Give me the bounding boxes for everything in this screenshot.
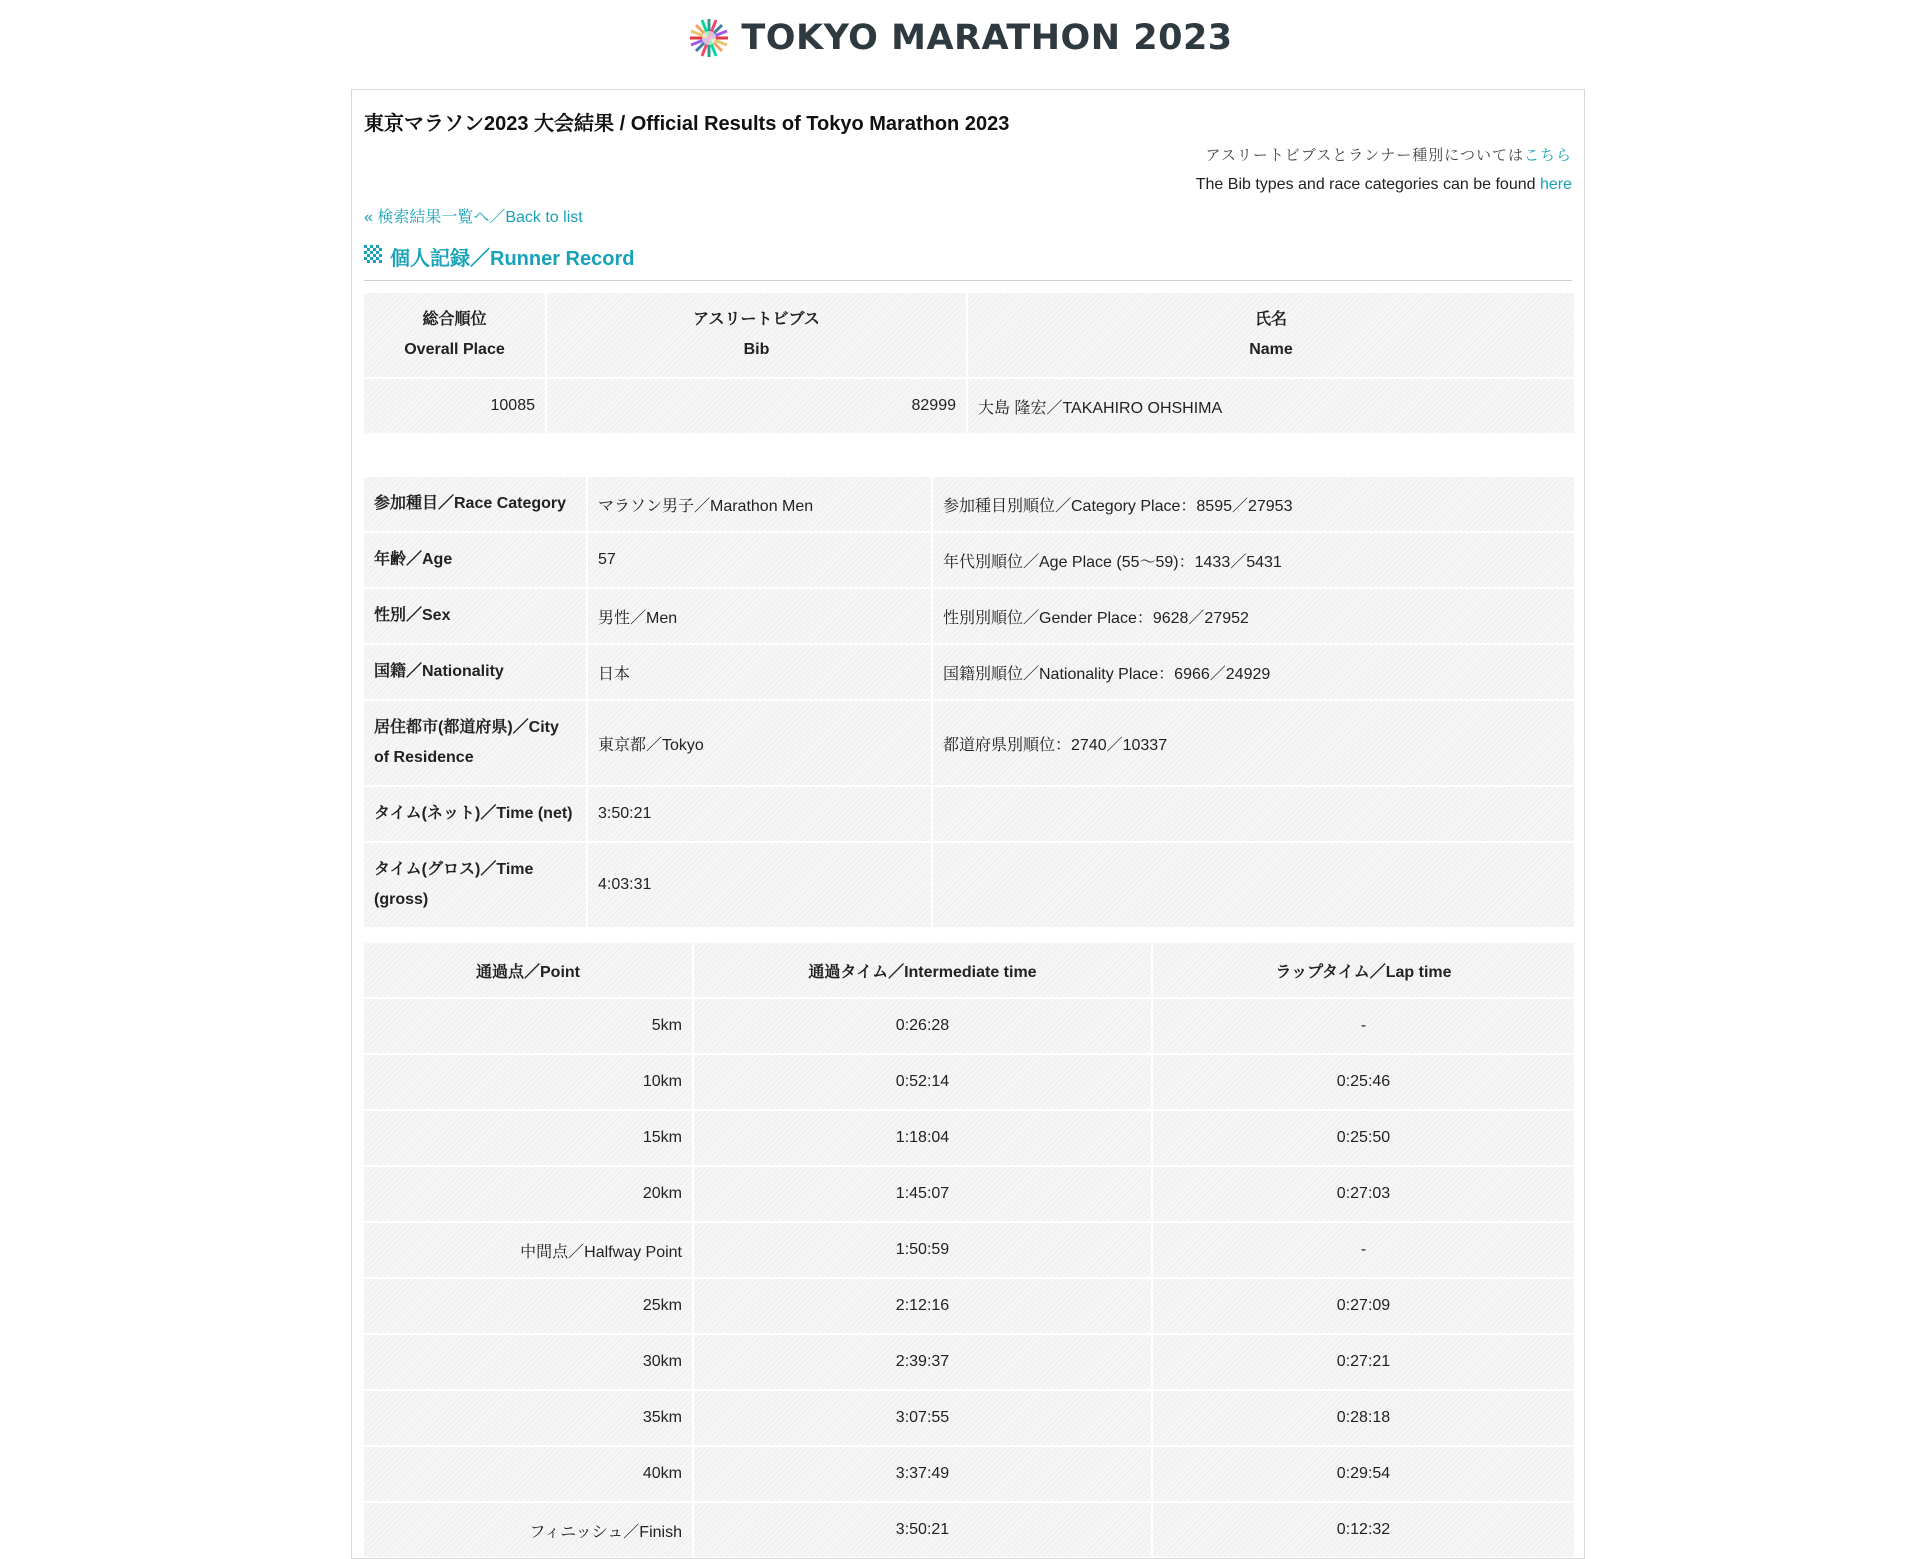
split-point: 20km	[364, 1167, 692, 1221]
header-ja: 氏名	[1254, 311, 1287, 328]
page-title: 東京マラソン2023 大会結果 / Official Results of Tokyo Marathon 2023	[364, 113, 1010, 135]
detail-value: 日本	[588, 645, 931, 699]
section-title	[364, 242, 1572, 281]
overall-place-value: 10085	[364, 379, 545, 433]
detail-value: 3:50:21	[588, 787, 931, 841]
split-time: 1:18:04	[694, 1111, 1151, 1165]
detail-label: 参加種目／Race Category	[364, 477, 586, 531]
split-time: 0:52:14	[694, 1055, 1151, 1109]
split-time: 2:39:37	[694, 1335, 1151, 1389]
split-point: 5km	[364, 999, 692, 1053]
detail-place	[933, 787, 1574, 841]
site-logo[interactable]	[0, 12, 1920, 64]
summary-table	[362, 291, 1576, 435]
split-time: 2:12:16	[694, 1279, 1151, 1333]
split-time: 1:50:59	[694, 1223, 1151, 1277]
split-point: 中間点／Halfway Point	[364, 1223, 692, 1277]
bib-note-en	[1196, 176, 1572, 194]
detail-place: 国籍別順位／Nationality Place：6966／24929	[933, 645, 1574, 699]
split-row	[364, 999, 1574, 1053]
details-table	[362, 475, 1576, 929]
split-point: 30km	[364, 1335, 692, 1389]
results-panel	[351, 89, 1585, 1559]
split-lap: 0:29:54	[1153, 1447, 1574, 1501]
split-row	[364, 1335, 1574, 1389]
split-time: 1:45:07	[694, 1167, 1151, 1221]
split-row	[364, 1055, 1574, 1109]
split-point: 15km	[364, 1111, 692, 1165]
split-time: 3:50:21	[694, 1503, 1151, 1557]
header-en: Overall Place	[404, 341, 505, 358]
split-time: 0:26:28	[694, 999, 1151, 1053]
split-lap: 0:28:18	[1153, 1391, 1574, 1445]
detail-row	[364, 477, 1574, 531]
split-lap: 0:27:03	[1153, 1167, 1574, 1221]
detail-row	[364, 787, 1574, 841]
bib-note-ja-link[interactable]: こちら	[1523, 147, 1572, 164]
header-bib	[547, 293, 966, 377]
detail-place: 年代別順位／Age Place (55〜59)：1433／5431	[933, 533, 1574, 587]
detail-value: 4:03:31	[588, 843, 931, 927]
bib-note-en-text: The Bib types and race categories can be found	[1195, 176, 1540, 193]
detail-value: 男性／Men	[588, 589, 931, 643]
detail-label: タイム(グロス)／Time (gross)	[364, 843, 586, 927]
split-row	[364, 1111, 1574, 1165]
header-intermediate-time: 通過タイム／Intermediate time	[694, 943, 1151, 997]
detail-label: 年齢／Age	[364, 533, 586, 587]
split-time: 3:07:55	[694, 1391, 1151, 1445]
split-lap: -	[1153, 1223, 1574, 1277]
split-row	[364, 1391, 1574, 1445]
detail-label: 国籍／Nationality	[364, 645, 586, 699]
split-lap: 0:25:50	[1153, 1111, 1574, 1165]
split-lap: 0:25:46	[1153, 1055, 1574, 1109]
split-row	[364, 1167, 1574, 1221]
header-ja: 総合順位	[422, 311, 487, 328]
header-lap-time: ラップタイム／Lap time	[1153, 943, 1574, 997]
split-lap: 0:27:21	[1153, 1335, 1574, 1389]
back-to-list-link[interactable]: « 検索結果一覧へ／Back to list	[364, 209, 583, 226]
detail-row	[364, 533, 1574, 587]
header-en: Bib	[743, 341, 770, 358]
dotted-square-icon	[364, 245, 384, 265]
header-en: Name	[1249, 341, 1293, 358]
detail-row	[364, 843, 1574, 927]
header-name	[968, 293, 1574, 377]
marathon-logo-icon	[687, 16, 731, 60]
detail-label: 居住都市(都道府県)／City of Residence	[364, 701, 586, 785]
split-row	[364, 1447, 1574, 1501]
detail-value: マラソン男子／Marathon Men	[588, 477, 931, 531]
bib-value: 82999	[547, 379, 966, 433]
split-lap: -	[1153, 999, 1574, 1053]
bib-note-ja-text: アスリートビブスとランナー種別については	[1205, 147, 1524, 164]
detail-row	[364, 645, 1574, 699]
splits-table	[362, 941, 1576, 1559]
detail-value: 57	[588, 533, 931, 587]
runner-name-value: 大島 隆宏／TAKAHIRO OHSHIMA	[968, 379, 1574, 433]
detail-place	[933, 843, 1574, 927]
split-time: 3:37:49	[694, 1447, 1151, 1501]
split-row	[364, 1279, 1574, 1333]
detail-row	[364, 589, 1574, 643]
bib-note-en-link[interactable]: here	[1539, 176, 1572, 193]
split-lap: 0:12:32	[1153, 1503, 1574, 1557]
split-point: 40km	[364, 1447, 692, 1501]
detail-value: 東京都／Tokyo	[588, 701, 931, 785]
detail-place: 参加種目別順位／Category Place：8595／27953	[933, 477, 1574, 531]
header-point: 通過点／Point	[364, 943, 692, 997]
header-overall-place	[364, 293, 545, 377]
split-point: 35km	[364, 1391, 692, 1445]
split-row	[364, 1223, 1574, 1277]
detail-label: 性別／Sex	[364, 589, 586, 643]
split-point: フィニッシュ／Finish	[364, 1503, 692, 1557]
split-point: 10km	[364, 1055, 692, 1109]
split-point: 25km	[364, 1279, 692, 1333]
detail-place: 都道府県別順位：2740／10337	[933, 701, 1574, 785]
detail-row	[364, 701, 1574, 785]
logo-text: TOKYO MARATHON 2023	[741, 18, 1233, 58]
detail-label: タイム(ネット)／Time (net)	[364, 787, 586, 841]
header-ja: アスリートビブス	[693, 311, 820, 328]
split-lap: 0:27:09	[1153, 1279, 1574, 1333]
bib-note-ja	[1205, 144, 1572, 165]
detail-place: 性別別順位／Gender Place：9628／27952	[933, 589, 1574, 643]
section-title-text: 個人記録／Runner Record	[390, 248, 635, 270]
